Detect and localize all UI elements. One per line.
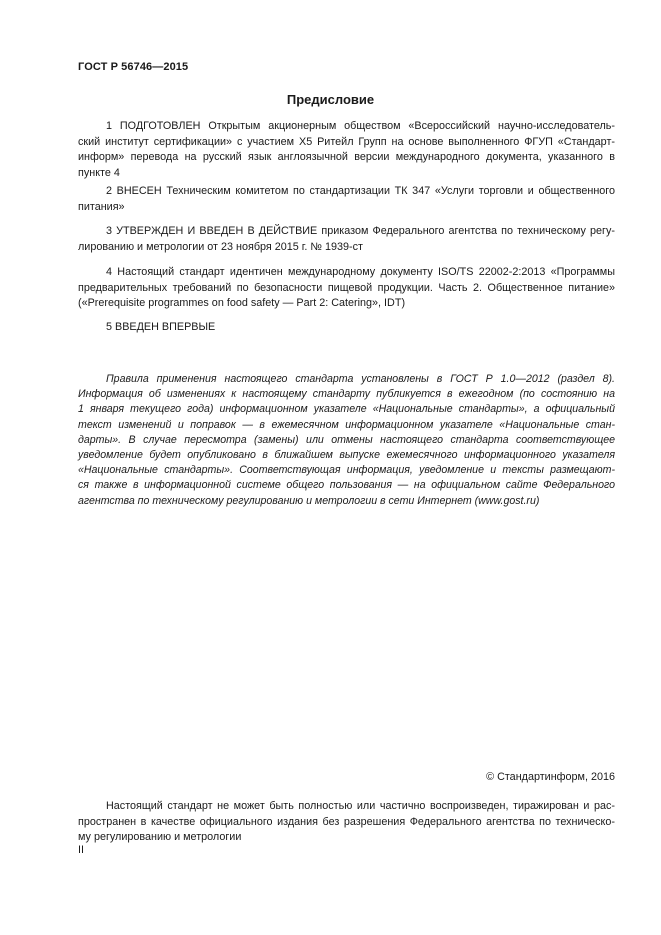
note-line: Правила применения настоящего стандарта установлены в ГОСТ Р 1.0—2012 (раздел 8). — [106, 373, 615, 385]
text-line: информ» перевода на русский язык англоязычной версии международного документа, указанного в — [78, 151, 615, 164]
copyright-notice: © Стандартинформ, 2016 — [486, 771, 615, 783]
standard-code: ГОСТ Р 56746—2015 — [78, 61, 189, 73]
preface-item-1 — [78, 119, 615, 181]
text-line: питания» — [78, 200, 125, 213]
footer-line: пространен в качестве официального издания без разрешения Федерального агентства по техническо- — [78, 815, 615, 828]
usage-rules-note — [78, 372, 615, 509]
note-line: 1 января текущего года) информационном указателе «Национальные стандарты», а официальный — [78, 403, 615, 416]
preface-item-2 — [78, 184, 615, 215]
note-line: ся также в информационной системе общего пользования — на официальном сайте Федерального — [78, 479, 615, 492]
page-number: II — [78, 844, 84, 856]
note-line: «Национальные стандарты». Соответствующая информация, уведомление и тексты размещают- — [78, 464, 615, 477]
note-line: агентства по техническому регулированию и метрологии в сети Интернет (www.gost.ru) — [78, 494, 540, 507]
text-line: пункте 4 — [78, 166, 120, 179]
note-line: текст изменений и поправок — в ежемесячном информационном указателе «Национальные стан- — [78, 418, 615, 431]
text-line: («Prerequisite programmes on food safety — Part 2: Catering», IDT) — [78, 297, 406, 310]
page-title: Предисловие — [286, 92, 375, 107]
reproduction-notice — [78, 799, 615, 846]
preface-item-3 — [78, 224, 615, 255]
text-line: 2 ВНЕСЕН Техническим комитетом по стандартизации ТК 347 «Услуги торговли и общественного — [106, 185, 615, 197]
footer-line: му регулированию и метрологии — [78, 831, 242, 844]
preface-item-5 — [78, 320, 615, 336]
text-line: 1 ПОДГОТОВЛЕН Открытым акционерным обществом «Всероссийский научно-исследователь- — [106, 120, 615, 132]
text-line: 5 ВВЕДЕН ВПЕРВЫЕ — [106, 321, 216, 333]
text-line: предварительных требований по безопасности пищевой продукции. Часть 2. Общественное питание» — [78, 281, 615, 294]
text-line: 4 Настоящий стандарт идентичен международному документу ISO/TS 22002-2:2013 «Программы — [106, 266, 615, 278]
footer-line: Настоящий стандарт не может быть полностью или частично воспроизведен, тиражирован и рас- — [106, 800, 615, 812]
text-line: лированию и метрологии от 23 ноября 2015 г. № 1939-ст — [78, 240, 363, 253]
note-line: уведомление будет опубликовано в ближайшем выпуске ежемесячного информационного указателя — [78, 449, 615, 462]
text-line: 3 УТВЕРЖДЕН И ВВЕДЕН В ДЕЙСТВИЕ приказом Федерального агентства по техническому регу- — [106, 225, 615, 237]
text-line: ский институт сертификации» с участием X5 Ритейл Групп на основе выполненного ФГУП «Стандарт- — [78, 135, 615, 148]
note-line: дарты». В случае пересмотра (замены) или отмены настоящего стандарта соответствующее — [78, 433, 615, 446]
preface-item-4 — [78, 265, 615, 312]
note-line: Информация об изменениях к настоящему стандарту публикуется в ежегодном (по состоянию на — [78, 388, 615, 401]
